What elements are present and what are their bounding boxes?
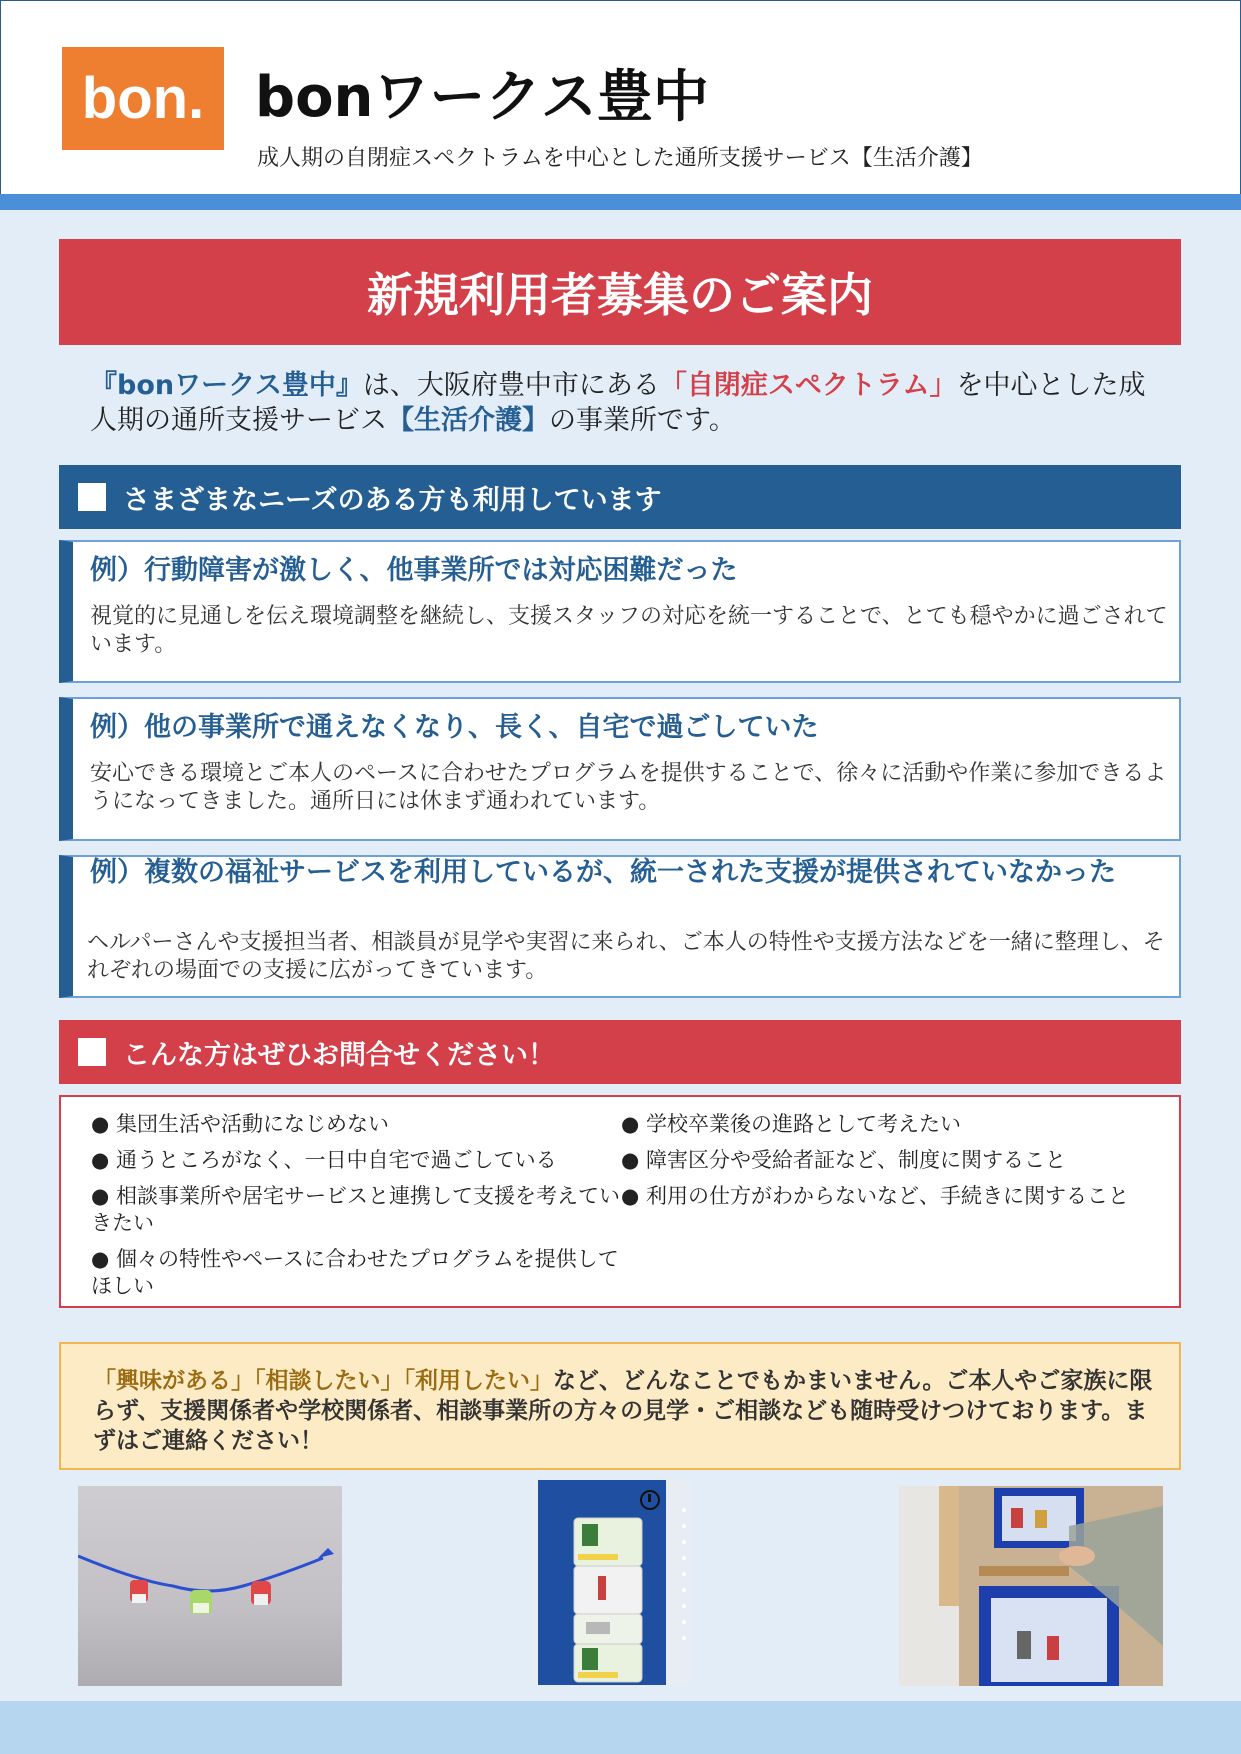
photo-schedule-cards [534, 1480, 690, 1685]
intro-paragraph [90, 368, 1150, 438]
case-title: 例）複数の福祉サービスを利用しているが、統一された支援が提供されていなかった [90, 857, 1116, 888]
bon-logo: bon. [62, 47, 224, 150]
case-title: 例）行動障害が激しく、他事業所では対応困難だった [90, 555, 738, 586]
checklist-left-column [91, 1111, 621, 1309]
intro-autism-highlight: 「自閉症スペクトラム」 [659, 370, 957, 401]
checklist-right-column [621, 1111, 1141, 1219]
header-divider [0, 194, 1241, 210]
garland-image [78, 1486, 342, 1686]
contact-checklist [59, 1095, 1181, 1308]
square-bullet-icon [78, 483, 106, 511]
intro-facility-name: 『bonワークス豊中』 [90, 370, 363, 401]
section-needs-heading [59, 465, 1181, 529]
contact-notice [59, 1342, 1181, 1470]
section-heading-text: さまざまなニーズのある方も利用しています [123, 484, 662, 516]
square-bullet-icon [78, 1038, 106, 1066]
case-body: ヘルパーさんや支援担当者、相談員が見学や実習に来られ、ご本人の特性や支援方法などを一緒に整理し、それぞれの場面での支援に広がってきています。 [87, 930, 1165, 983]
list-item: ● 集団生活や活動になじめない [91, 1112, 389, 1136]
intro-text: の事業所です。 [549, 405, 736, 436]
list-item: ● 相談事業所や居宅サービスと連携して支援を考えていきたい [91, 1184, 620, 1235]
case-card [59, 855, 1181, 998]
page-subtitle: 成人期の自閉症スペクトラムを中心とした通所支援サービス【生活介護】 [257, 146, 983, 171]
intro-service-type: 【生活介護】 [387, 405, 549, 436]
case-title: 例）他の事業所で通えなくなり、長く、自宅で過ごしていた [90, 712, 819, 743]
case-body: 安心できる環境とご本人のペースに合わせたプログラムを提供することで、徐々に活動や作業に参加できるようになってきました。通所日には休まず通われています。 [90, 761, 1167, 814]
case-card [59, 697, 1181, 841]
intro-text: を中心とした成人期の通所支援サービス [90, 370, 1146, 436]
header [0, 0, 1241, 195]
footer-bar [0, 1701, 1241, 1754]
notice-highlight: 「興味がある」「相談したい」「利用したい」 [93, 1368, 553, 1394]
case-card [59, 540, 1181, 683]
list-item: ● 学校卒業後の進路として考えたい [621, 1112, 961, 1136]
photo-sorting-task [899, 1486, 1163, 1686]
photo-bottle-garland [78, 1486, 342, 1686]
page-title: bonワークス豊中 [255, 65, 709, 130]
list-item: ● 利用の仕方がわからないなど、手続きに関すること [621, 1184, 1129, 1208]
notice-text [93, 1366, 1153, 1456]
notice-body: など、どんなことでもかまいません。ご本人やご家族に限らず、支援関係者や学校関係者、相談事業所の方々の見学・ご相談なども随時受けつけております。まずはご連絡ください！ [93, 1368, 1153, 1454]
case-body: 視覚的に見通しを伝え環境調整を継続し、支援スタッフの対応を統一することで、とても穏やかに過ごされています。 [90, 604, 1168, 657]
list-item: ● 通うところがなく、一日中自宅で過ごしている [91, 1148, 557, 1172]
intro-text: は、大阪府豊中市にある [362, 370, 660, 401]
list-item: ● 障害区分や受給者証など、制度に関すること [621, 1148, 1066, 1172]
schedule-board-image [534, 1480, 690, 1685]
section-heading-text: こんな方はぜひお問合せください！ [123, 1039, 555, 1071]
list-item: ● 個々の特性やペースに合わせたプログラムを提供してほしい [91, 1247, 619, 1298]
section-contact-heading [59, 1020, 1181, 1084]
recruitment-banner: 新規利用者募集のご案内 [59, 239, 1181, 345]
sorting-task-image [899, 1486, 1163, 1686]
